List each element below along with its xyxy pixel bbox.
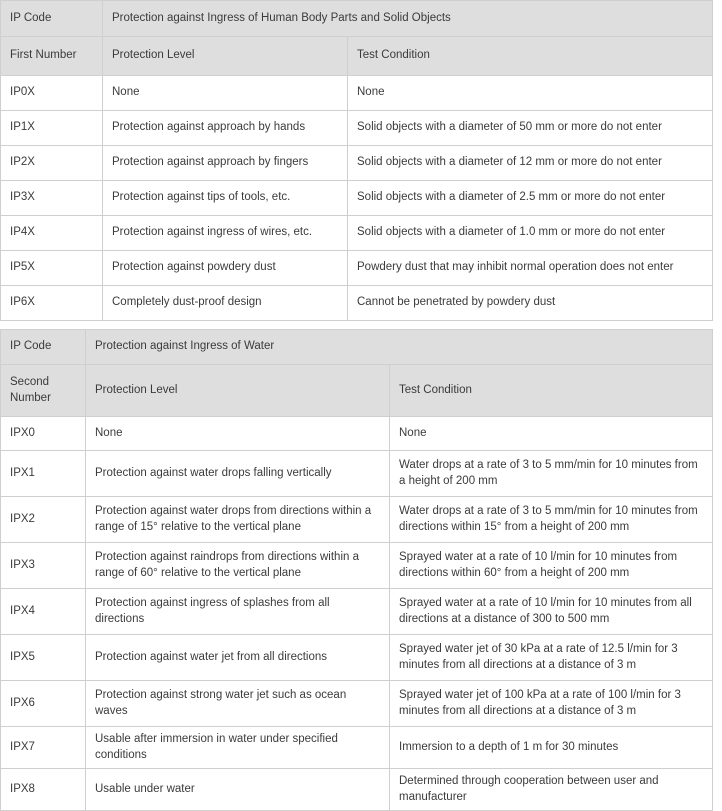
protection-level-cell: Protection against water drops from directions within a range of 15° relative to the vertical plane (86, 497, 390, 543)
ip-code-cell: IPX5 (1, 635, 86, 681)
ip-code-cell: IPX3 (1, 543, 86, 589)
water-ip-code-label: IP Code (1, 330, 86, 365)
ip-code-cell: IPX4 (1, 589, 86, 635)
ip-code-cell: IP1X (1, 111, 103, 146)
table-separator (0, 321, 712, 329)
table-row (1, 543, 713, 589)
solid-objects-protection-level-header: Protection Level (103, 37, 348, 76)
protection-level-cell: Usable after immersion in water under specified conditions (86, 727, 390, 769)
water-number-header: Second Number (1, 365, 86, 417)
test-condition-cell: Solid objects with a diameter of 1.0 mm or more do not enter (348, 216, 713, 251)
test-condition-cell: Sprayed water jet of 30 kPa at a rate of 12.5 l/min for 3 minutes from all directions at a distance of 3 m (390, 635, 713, 681)
ip-code-cell: IP0X (1, 76, 103, 111)
table-row (1, 681, 713, 727)
protection-level-cell: Protection against approach by fingers (103, 146, 348, 181)
test-condition-cell: Powdery dust that may inhibit normal operation does not enter (348, 251, 713, 286)
ip-code-cell: IPX0 (1, 417, 86, 451)
solid-objects-table-body (1, 76, 713, 321)
test-condition-cell: Solid objects with a diameter of 12 mm or more do not enter (348, 146, 713, 181)
table-row (1, 251, 713, 286)
solid-objects-column-header-row (1, 37, 713, 76)
test-condition-cell: Water drops at a rate of 3 to 5 mm/min for 10 minutes from directions within 15° from a height of 200 mm (390, 497, 713, 543)
protection-level-cell: Protection against raindrops from directions within a range of 60° relative to the vertical plane (86, 543, 390, 589)
table-row (1, 497, 713, 543)
protection-level-cell: Protection against tips of tools, etc. (103, 181, 348, 216)
solid-objects-band-title: Protection against Ingress of Human Body Parts and Solid Objects (103, 1, 713, 37)
test-condition-cell: None (348, 76, 713, 111)
table-row (1, 727, 713, 769)
protection-level-cell: Usable under water (86, 769, 390, 811)
test-condition-cell: Solid objects with a diameter of 50 mm or more do not enter (348, 111, 713, 146)
solid-objects-band-header-row (1, 1, 713, 37)
table-row (1, 769, 713, 811)
ip-code-cell: IPX6 (1, 681, 86, 727)
ip-water-table (0, 329, 713, 811)
water-test-condition-header: Test Condition (390, 365, 713, 417)
table-row (1, 181, 713, 216)
ip-solid-objects-table (0, 0, 713, 321)
solid-objects-number-header: First Number (1, 37, 103, 76)
solid-objects-ip-code-label: IP Code (1, 1, 103, 37)
table-row (1, 451, 713, 497)
protection-level-cell: Protection against water jet from all directions (86, 635, 390, 681)
ip-code-cell: IPX7 (1, 727, 86, 769)
test-condition-cell: Solid objects with a diameter of 2.5 mm or more do not enter (348, 181, 713, 216)
table-row (1, 286, 713, 321)
test-condition-cell: None (390, 417, 713, 451)
protection-level-cell: Protection against strong water jet such as ocean waves (86, 681, 390, 727)
protection-level-cell: None (103, 76, 348, 111)
test-condition-cell: Immersion to a depth of 1 m for 30 minutes (390, 727, 713, 769)
table-row (1, 111, 713, 146)
water-band-header-row (1, 330, 713, 365)
water-protection-level-header: Protection Level (86, 365, 390, 417)
test-condition-cell: Sprayed water at a rate of 10 l/min for 10 minutes from directions within 60° from a height of 200 mm (390, 543, 713, 589)
table-row (1, 417, 713, 451)
test-condition-cell: Water drops at a rate of 3 to 5 mm/min for 10 minutes from a height of 200 mm (390, 451, 713, 497)
ip-code-cell: IP5X (1, 251, 103, 286)
ip-code-cell: IP2X (1, 146, 103, 181)
test-condition-cell: Sprayed water jet of 100 kPa at a rate of 100 l/min for 3 minutes from all directions at a distance of 3 m (390, 681, 713, 727)
protection-level-cell: None (86, 417, 390, 451)
ip-code-cell: IPX8 (1, 769, 86, 811)
solid-objects-test-condition-header: Test Condition (348, 37, 713, 76)
solid-objects-table-head (1, 1, 713, 76)
water-column-header-row (1, 365, 713, 417)
protection-level-cell: Protection against approach by hands (103, 111, 348, 146)
table-row (1, 635, 713, 681)
ip-code-cell: IP6X (1, 286, 103, 321)
ip-code-cell: IP3X (1, 181, 103, 216)
table-row (1, 76, 713, 111)
protection-level-cell: Protection against water drops falling vertically (86, 451, 390, 497)
test-condition-cell: Determined through cooperation between user and manufacturer (390, 769, 713, 811)
test-condition-cell: Sprayed water at a rate of 10 l/min for 10 minutes from all directions at a distance of 300 to 500 mm (390, 589, 713, 635)
table-row (1, 146, 713, 181)
water-table-body (1, 417, 713, 811)
protection-level-cell: Protection against ingress of wires, etc. (103, 216, 348, 251)
ip-code-cell: IPX2 (1, 497, 86, 543)
test-condition-cell: Cannot be penetrated by powdery dust (348, 286, 713, 321)
table-row (1, 216, 713, 251)
ip-code-cell: IPX1 (1, 451, 86, 497)
protection-level-cell: Protection against powdery dust (103, 251, 348, 286)
protection-level-cell: Completely dust-proof design (103, 286, 348, 321)
table-row (1, 589, 713, 635)
water-table-head (1, 330, 713, 417)
protection-level-cell: Protection against ingress of splashes from all directions (86, 589, 390, 635)
ip-code-cell: IP4X (1, 216, 103, 251)
water-band-title: Protection against Ingress of Water (86, 330, 713, 365)
